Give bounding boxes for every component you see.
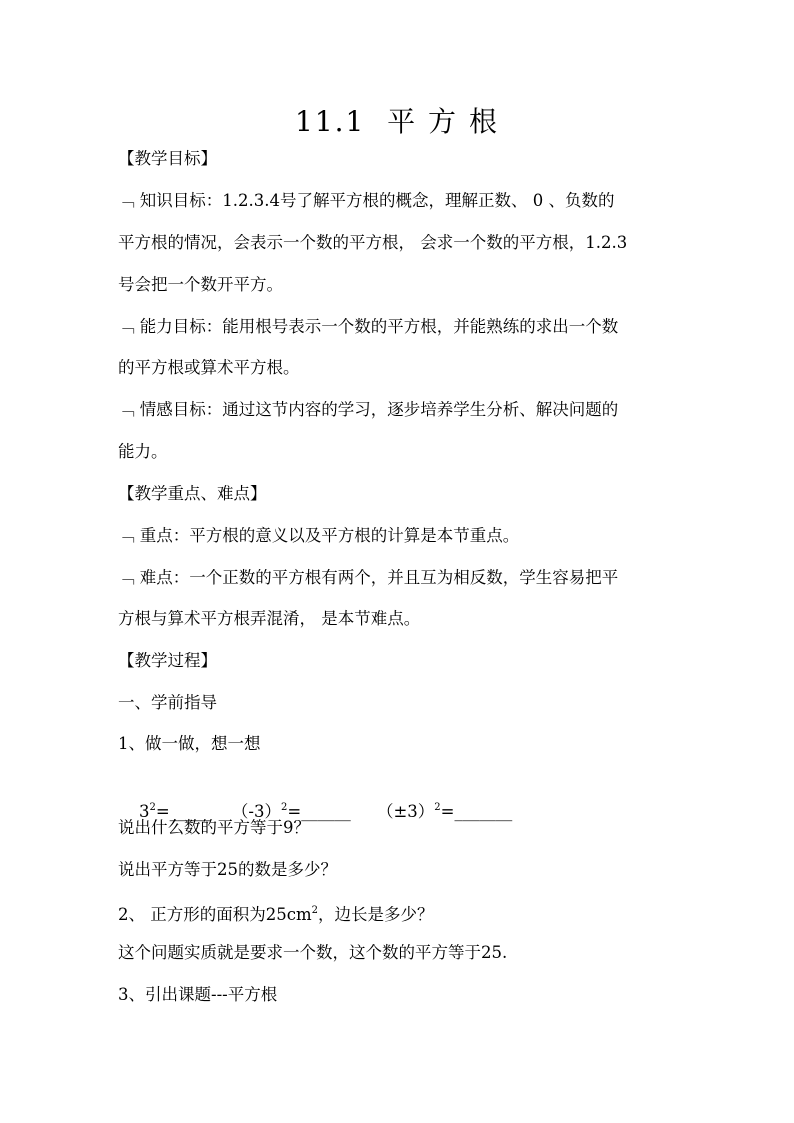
section-heading-key-points: 【教学重点、难点】 [118,484,267,503]
text-line: ﹁ 难点：一个正数的平方根有两个，并且互为相反数，学生容易把平 [118,568,619,587]
text-line: 的平方根或算术平方根。 [118,358,300,377]
text-line: ﹁ 能力目标：能用根号表示一个数的平方根，并能熟练的求出一个数 [118,317,619,336]
section-heading-process: 【教学过程】 [118,651,217,670]
text-line: 方根与算术平方根弄混淆， 是本节难点。 [118,609,421,628]
text-line: 1、做一做，想一想 [118,734,261,753]
section-heading-objectives: 【教学目标】 [118,149,217,168]
text-line: 能力。 [118,442,168,461]
text-line: ﹁ 知识目标：1.2.3.4号了解平方根的概念，理解正数、 0 、负数的 [118,191,615,210]
exercise-3: $(\pm 3)^2=\_\_\_\_\_\_\_$ [376,802,513,821]
text-line: 一、学前指导 [118,693,217,712]
text-line: ﹁ 重点：平方根的意义以及平方根的计算是本节重点。 [118,526,520,545]
exercise-2: $(-3)^2=\_\_\_\_\_\_$ [231,802,351,821]
exercise-1: $3^2=\_\_\_\_\_$ [138,802,211,821]
text-line: ﹁ 情感目标：通过这节内容的学习，逐步培养学生分析、解决问题的 [118,400,619,419]
page-title: 11.1 平 方 根 [295,105,499,138]
text-line: 说出平方等于25的数是多少？ [118,860,337,879]
text-line: 平方根的情况，会表示一个数的平方根， 会求一个数的平方根，1.2.3 [118,233,628,252]
text-line: 号会把一个数开平方。 [118,275,283,294]
text-line: 说出什么数的平方等于9？ [118,818,310,837]
text-line: 2、 正方形的面积为$25cm^2$，边长是多少？ [118,905,434,924]
text-line: 3、引出课题---平方根 [118,985,278,1004]
text-line: 这个问题实质就是要求一个数，这个数的平方等于25. [118,943,508,962]
